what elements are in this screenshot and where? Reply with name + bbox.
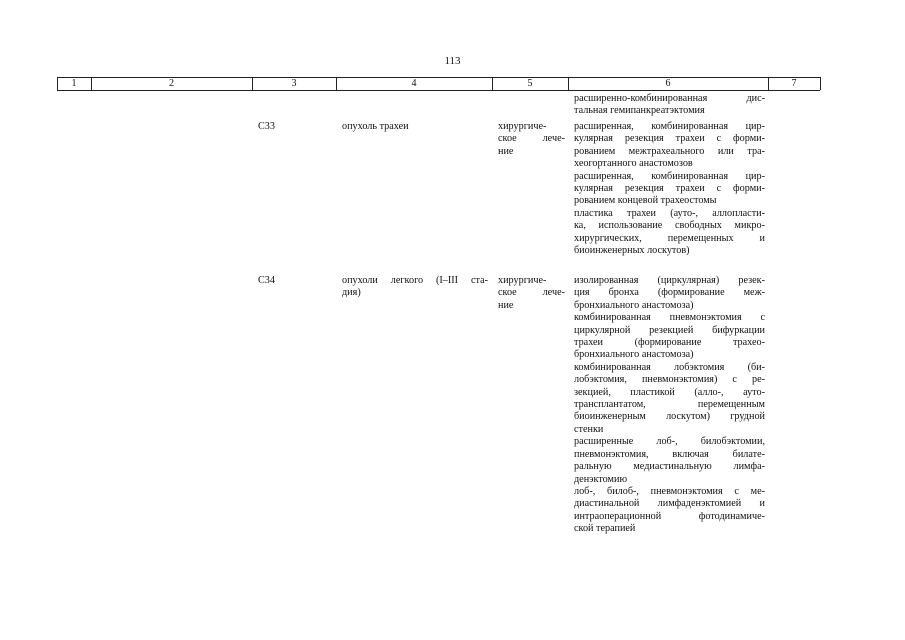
text-line: ние bbox=[498, 299, 514, 311]
row-methods bbox=[574, 121, 765, 257]
page-number: 113 bbox=[444, 55, 461, 67]
text-line: комбинированная лобэктомия (би- bbox=[574, 361, 765, 373]
text-line: дия) bbox=[342, 287, 361, 299]
text-line: биоинженерных лоскутов) bbox=[574, 245, 690, 257]
row-code: C34 bbox=[258, 275, 275, 286]
text-line: хирургиче- bbox=[498, 121, 547, 132]
text-line: хирургических, перемещенных и bbox=[574, 232, 765, 244]
text-line: лобэктомия, пневмонэктомия) с ре- bbox=[574, 374, 765, 386]
text-line: кулярная резекция трахеи с форми- bbox=[574, 183, 765, 195]
header-col-1: 1 bbox=[71, 78, 77, 89]
text-line: расширенные лоб-, билобэктомии, bbox=[574, 436, 765, 448]
text-line: интраоперационной фотодинамиче- bbox=[574, 510, 765, 522]
row-treatment bbox=[498, 275, 565, 312]
text-line: хеогортанного анастомозов bbox=[574, 158, 693, 170]
text-line: комбинированная пневмонэктомия с bbox=[574, 312, 765, 324]
text-line: диастинальной лимфаденэктомией и bbox=[574, 498, 765, 510]
text-line: ральную медиастинальную лимфа- bbox=[574, 461, 765, 473]
text-line: стенки bbox=[574, 423, 604, 435]
text-line: трахеи (формирование трахео- bbox=[574, 337, 765, 349]
text-line: расширенная, комбинированная цир- bbox=[574, 170, 765, 182]
text-line: расширенно-комбинированная дис- bbox=[574, 93, 765, 104]
text-line: бронхиального анастомоза) bbox=[574, 349, 694, 361]
text-line: расширенная, комбинированная цир- bbox=[574, 121, 765, 132]
text-line: кулярная резекция трахеи с форми- bbox=[574, 133, 765, 145]
text-line: ской терапией bbox=[574, 523, 636, 535]
text-line: рованием концевой трахеостомы bbox=[574, 195, 717, 207]
text-line: опухоли легкого (I–III ста- bbox=[342, 275, 488, 286]
text-line: хирургиче- bbox=[498, 275, 547, 286]
text-line: пластика трахеи (ауто-, аллопласти- bbox=[574, 207, 765, 219]
row-code: C33 bbox=[258, 121, 275, 132]
text-line: тальная гемипанкреатэктомия bbox=[574, 105, 705, 117]
table-header-rule bbox=[57, 90, 820, 91]
header-col-6: 6 bbox=[665, 78, 671, 89]
text-line: пневмонэктомия, включая билате- bbox=[574, 448, 765, 460]
text-line: изолированная (циркулярная) резек- bbox=[574, 275, 765, 286]
text-line: ка, использование свободных микро- bbox=[574, 220, 765, 232]
row-treatment bbox=[498, 121, 565, 158]
text-line: рованием межтрахеального или тра- bbox=[574, 145, 765, 157]
text-line: бронхиального анастомоза) bbox=[574, 299, 694, 311]
header-col-5: 5 bbox=[527, 78, 533, 89]
text-line: лоб-, билоб-, пневмонэктомия с ме- bbox=[574, 485, 765, 497]
row-diagnosis: опухоль трахеи bbox=[342, 121, 409, 132]
row-methods bbox=[574, 275, 765, 536]
col-separator bbox=[820, 77, 821, 90]
text-line: зекцией, пластикой (алло-, ауто- bbox=[574, 386, 765, 398]
header-col-7: 7 bbox=[791, 78, 797, 89]
text-line: ское лече- bbox=[498, 287, 565, 299]
row-diagnosis bbox=[342, 275, 488, 300]
col6-continuation bbox=[574, 93, 765, 118]
text-line: трансплантатом, перемещенным bbox=[574, 399, 765, 411]
text-line: биоинженерным лоскутом) грудной bbox=[574, 411, 765, 423]
header-col-3: 3 bbox=[291, 78, 297, 89]
text-line: денэктомию bbox=[574, 473, 628, 485]
text-line: ское лече- bbox=[498, 133, 565, 145]
header-col-2: 2 bbox=[169, 78, 174, 89]
text-line: циркулярной резекцией бифуркации bbox=[574, 324, 765, 336]
text-line: ция бронха (формирование меж- bbox=[574, 287, 765, 299]
text-line: ние bbox=[498, 145, 514, 157]
header-col-4: 4 bbox=[411, 78, 417, 89]
